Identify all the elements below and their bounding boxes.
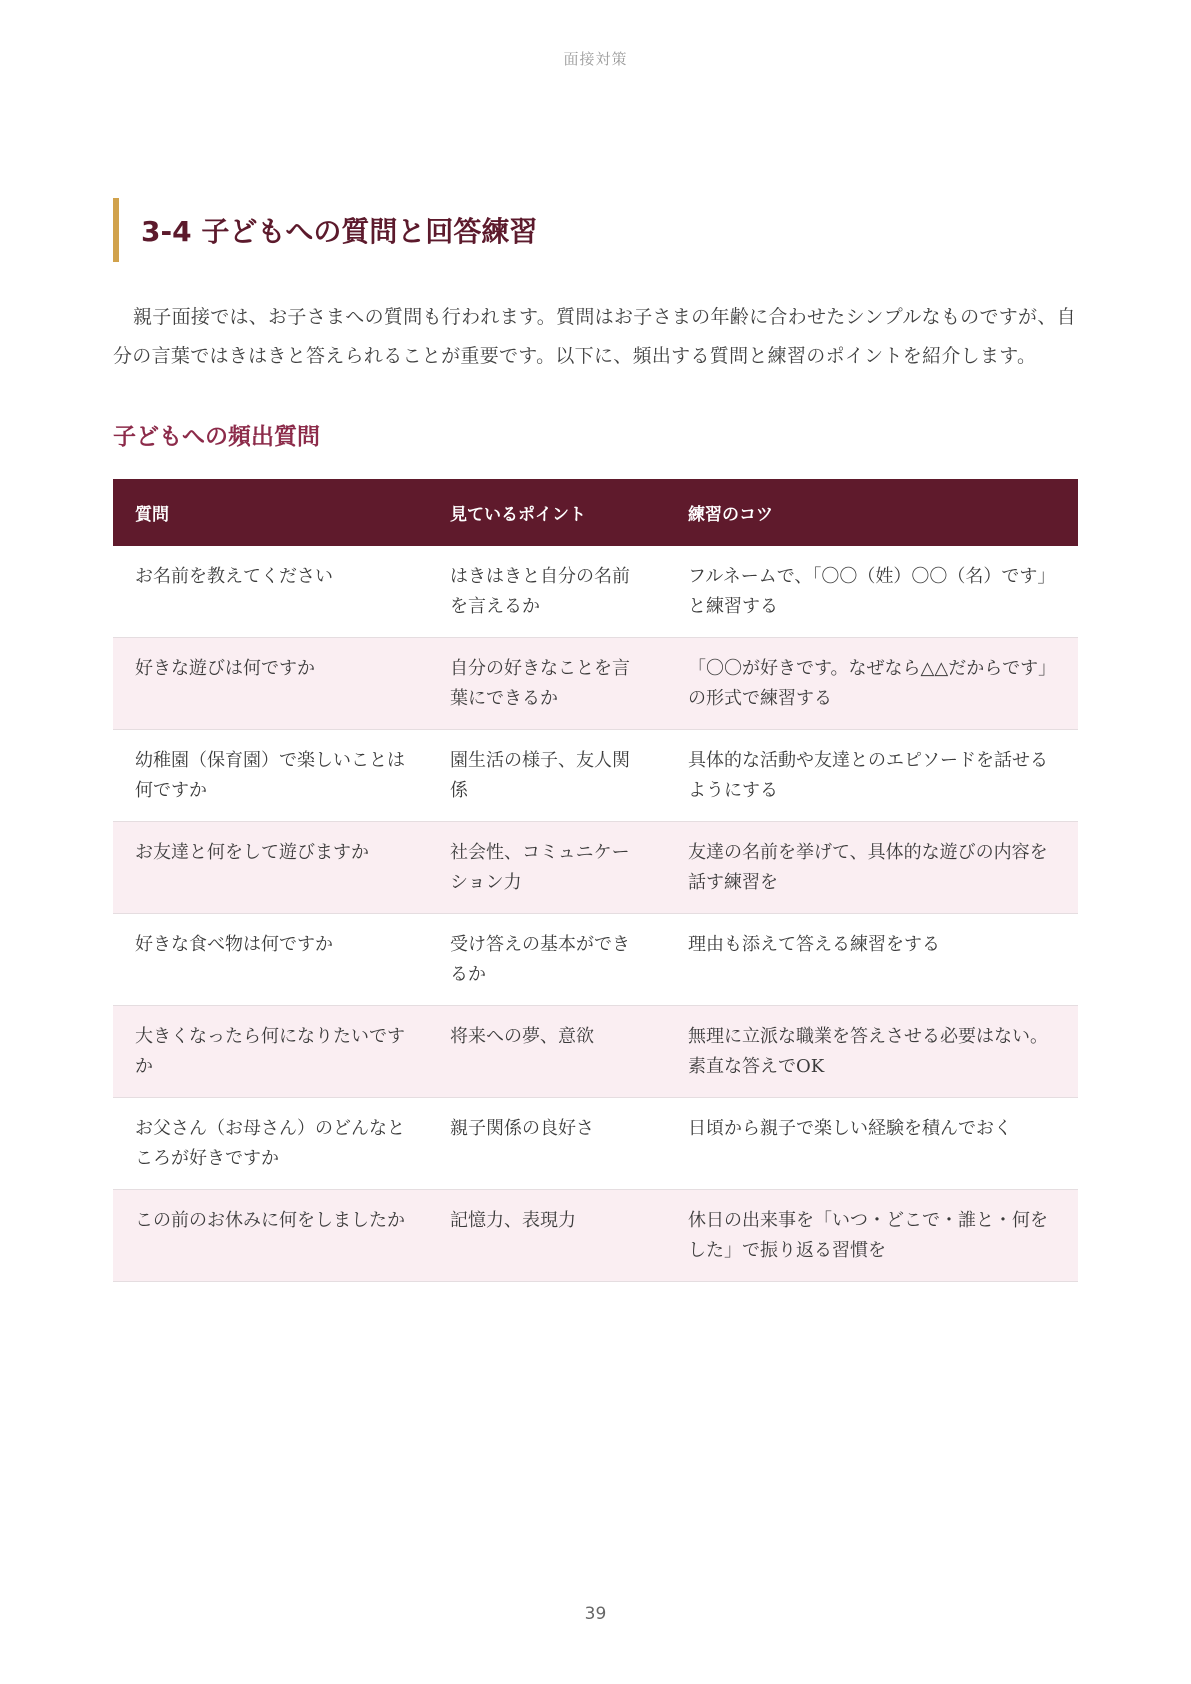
cell-tip: 理由も添えて答える練習をする: [666, 914, 1078, 1006]
header-tip: 練習のコツ: [666, 479, 1078, 546]
cell-point: 記憶力、表現力: [428, 1190, 666, 1282]
table-subheading: 子どもへの頻出質問: [113, 424, 320, 450]
header-point: 見ているポイント: [428, 479, 666, 546]
header-question: 質問: [113, 479, 428, 546]
running-header: 面接対策: [563, 50, 628, 68]
intro-paragraph: 親子面接では、お子さまへの質問も行われます。質問はお子さまの年齢に合わせたシンプルなものですが、自分の言葉ではきはきと答えられることが重要です。以下に、頻出する質問と練習のポイントを紹介します。: [113, 306, 1076, 367]
table-row: [113, 1190, 1078, 1282]
cell-question: 幼稚園（保育園）で楽しいことは何ですか: [113, 730, 428, 822]
table-row: [113, 638, 1078, 730]
cell-tip: 友達の名前を挙げて、具体的な遊びの内容を話す練習を: [666, 822, 1078, 914]
cell-point: 園生活の様子、友人関係: [428, 730, 666, 822]
cell-tip: フルネームで、「〇〇（姓）〇〇（名）です」と練習する: [666, 546, 1078, 638]
page-content: [113, 198, 1078, 1282]
cell-question: 好きな遊びは何ですか: [113, 638, 428, 730]
heading-accent-bar: [113, 198, 119, 262]
section-heading: [113, 198, 1078, 262]
table-row: [113, 1098, 1078, 1190]
table-row: [113, 822, 1078, 914]
table-row: [113, 1006, 1078, 1098]
table-header-row: [113, 479, 1078, 546]
cell-question: お友達と何をして遊びますか: [113, 822, 428, 914]
cell-tip: 「〇〇が好きです。なぜなら△△だからです」の形式で練習する: [666, 638, 1078, 730]
cell-question: お名前を教えてください: [113, 546, 428, 638]
cell-point: 親子関係の良好さ: [428, 1098, 666, 1190]
cell-question: 大きくなったら何になりたいですか: [113, 1006, 428, 1098]
cell-tip: 無理に立派な職業を答えさせる必要はない。素直な答えでOK: [666, 1006, 1078, 1098]
questions-table: [113, 479, 1078, 1282]
cell-point: はきはきと自分の名前を言えるか: [428, 546, 666, 638]
cell-question: 好きな食べ物は何ですか: [113, 914, 428, 1006]
table-row: [113, 546, 1078, 638]
cell-point: 受け答えの基本ができるか: [428, 914, 666, 1006]
cell-question: お父さん（お母さん）のどんなところが好きですか: [113, 1098, 428, 1190]
cell-point: 自分の好きなことを言葉にできるか: [428, 638, 666, 730]
table-row: [113, 914, 1078, 1006]
section-heading-text: 3-4 子どもへの質問と回答練習: [141, 215, 538, 248]
cell-point: 社会性、コミュニケーション力: [428, 822, 666, 914]
cell-tip: 日頃から親子で楽しい経験を積んでおく: [666, 1098, 1078, 1190]
table-row: [113, 730, 1078, 822]
page-number: 39: [584, 1604, 607, 1624]
cell-tip: 休日の出来事を「いつ・どこで・誰と・何をした」で振り返る習慣を: [666, 1190, 1078, 1282]
cell-question: この前のお休みに何をしましたか: [113, 1190, 428, 1282]
cell-point: 将来への夢、意欲: [428, 1006, 666, 1098]
cell-tip: 具体的な活動や友達とのエピソードを話せるようにする: [666, 730, 1078, 822]
